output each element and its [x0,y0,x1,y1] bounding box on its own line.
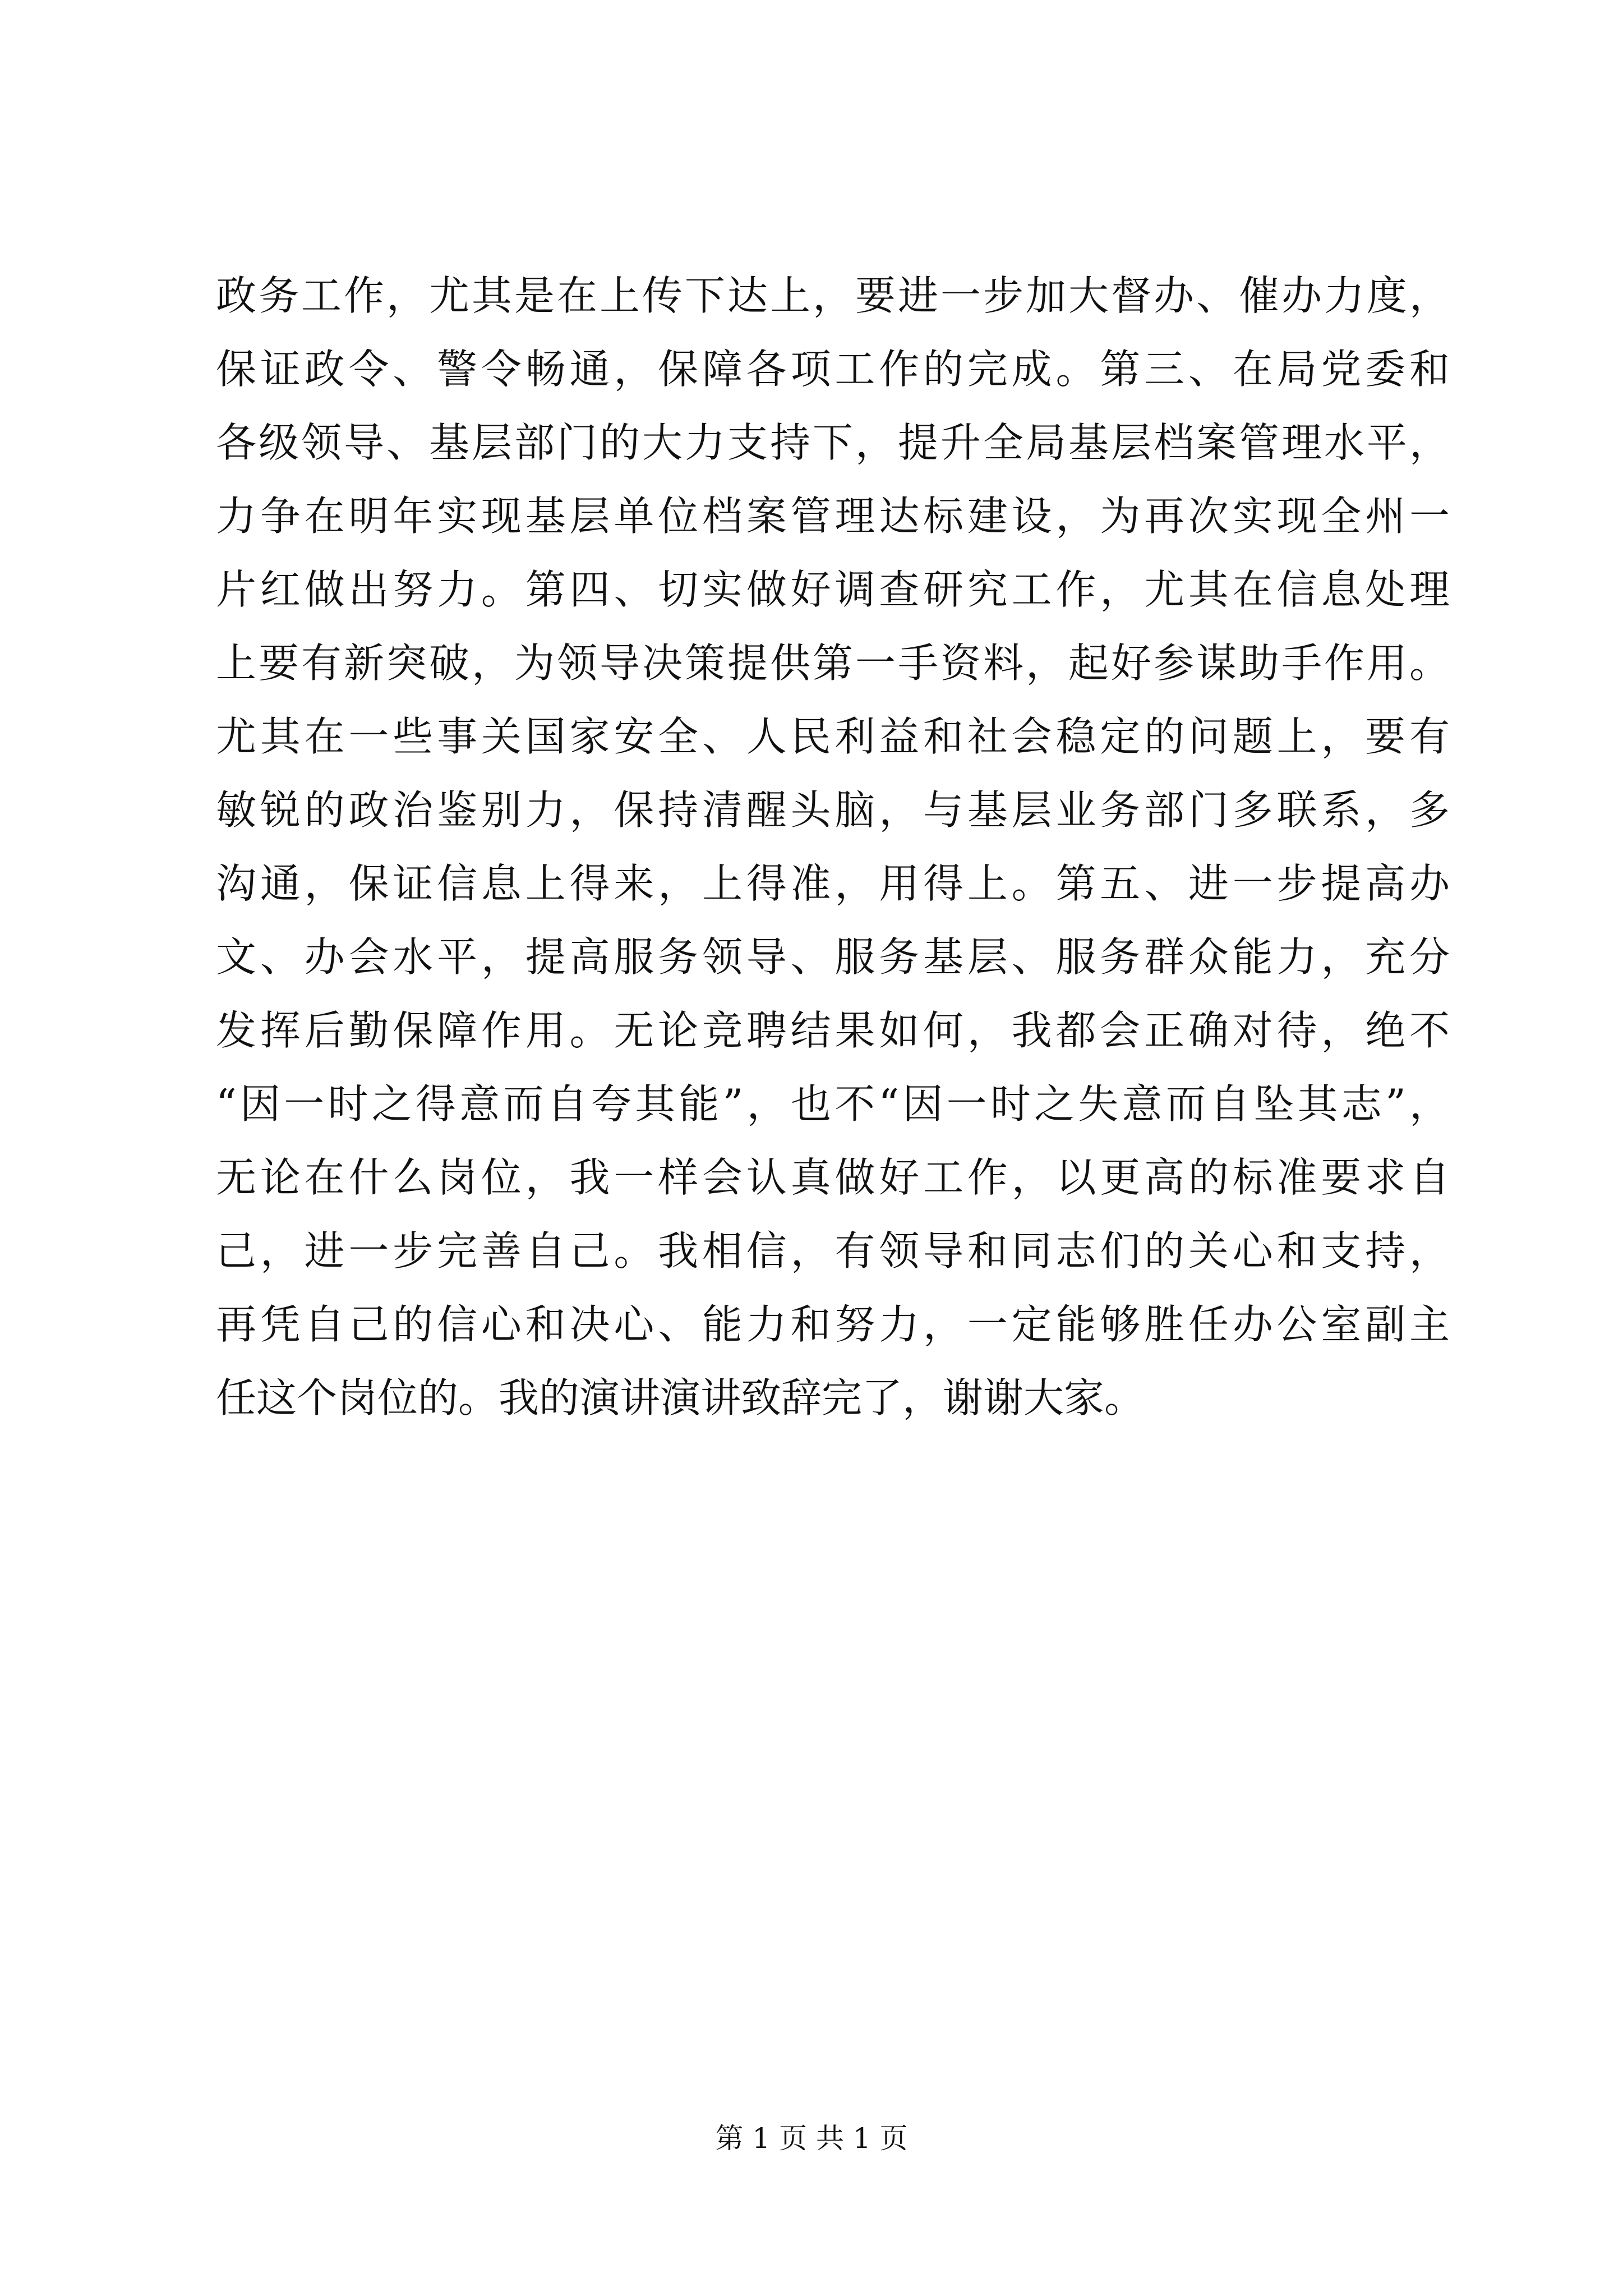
text-line-8: 敏锐的政治鉴别力，保持清醒头脑，与基层业务部门多联系，多 [216,786,1450,834]
text-line-12: “因一时之得意而自夸其能”，也不“因一时之失意而自坠其志”， [216,1080,1450,1128]
text-line-9: 沟通，保证信息上得来，上得准，用得上。第五、进一步提高办 [216,860,1450,907]
page-number-label: 第 1 页 共 1 页 [715,2122,908,2155]
text-line-7: 尤其在一些事关国家安全、人民利益和社会稳定的问题上，要有 [216,713,1450,760]
text-line-11: 发挥后勤保障作用。无论竞聘结果如何，我都会正确对待，绝不 [216,1007,1450,1054]
text-line-5: 片红做出努力。第四、切实做好调查研究工作，尤其在信息处理 [216,566,1450,613]
text-line-16: 任这个岗位的。我的演讲演讲致辞完了，谢谢大家。 [216,1374,1145,1421]
text-line-14: 己，进一步完善自己。我相信，有领导和同志们的关心和支持， [216,1227,1450,1274]
text-line-1: 政务工作，尤其是在上传下达上，要进一步加大督办、催办力度， [216,272,1450,319]
text-line-3: 各级领导、基层部门的大力支持下，提升全局基层档案管理水平， [216,419,1450,466]
text-line-13: 无论在什么岗位，我一样会认真做好工作，以更高的标准要求自 [216,1154,1450,1201]
text-line-6: 上要有新突破，为领导决策提供第一手资料，起好参谋助手作用。 [216,639,1450,687]
text-line-15: 再凭自己的信心和决心、能力和努力，一定能够胜任办公室副主 [216,1301,1450,1348]
body-paragraph [216,259,1450,1435]
page-footer [0,2122,1623,2155]
text-line-2: 保证政令、警令畅通，保障各项工作的完成。第三、在局党委和 [216,346,1450,393]
text-line-4: 力争在明年实现基层单位档案管理达标建设，为再次实现全州一 [216,493,1450,540]
text-line-10: 文、办会水平，提高服务领导、服务基层、服务群众能力，充分 [216,933,1450,981]
